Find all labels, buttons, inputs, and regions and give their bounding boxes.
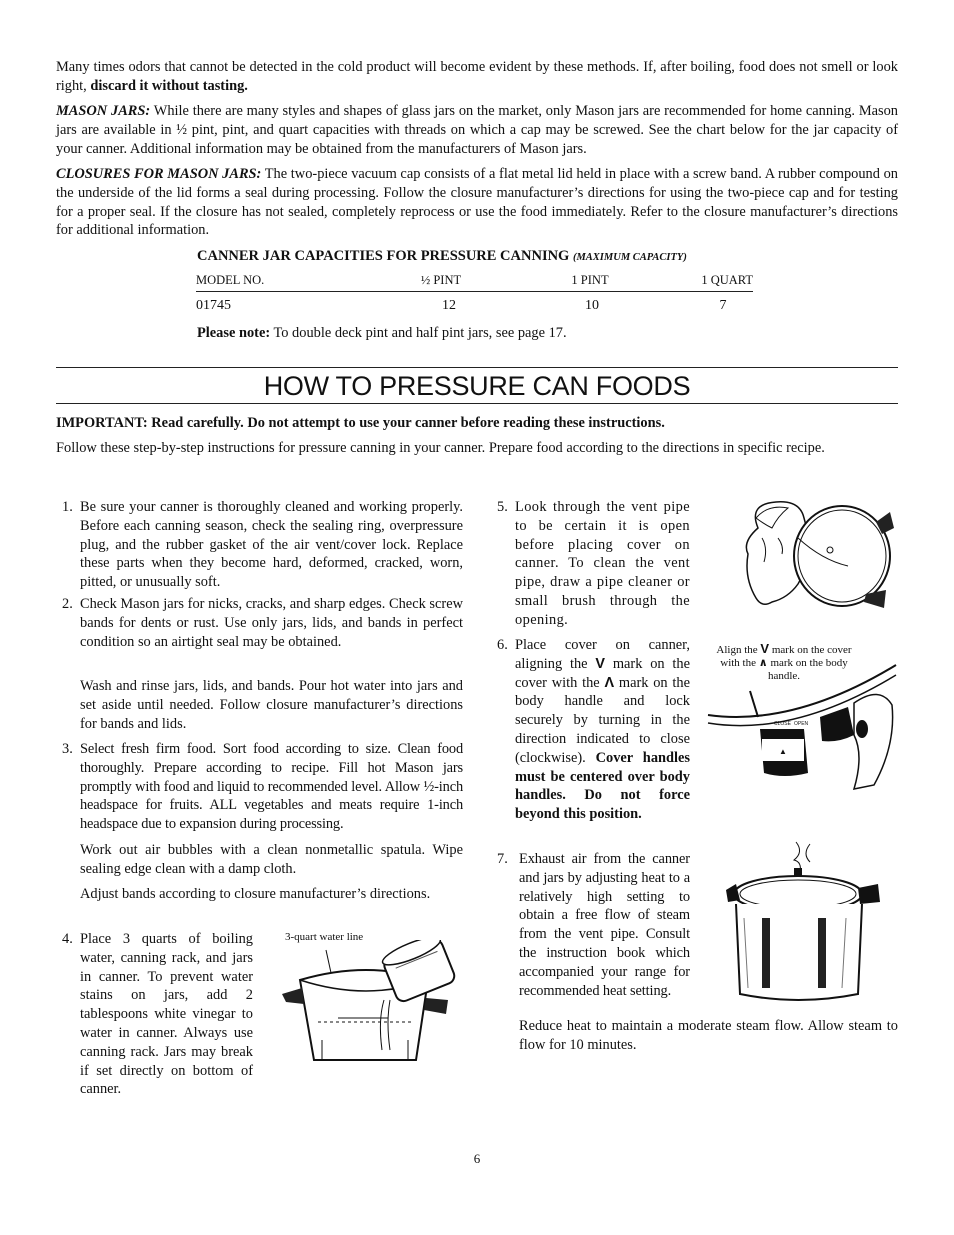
v-mark: V — [595, 655, 605, 672]
align-v-mark: V — [760, 641, 770, 656]
step-number: 1. — [62, 499, 73, 515]
mason-jars-heading: MASON JARS: — [56, 103, 151, 119]
table-title-note: (MAXIMUM CAPACITY) — [572, 252, 687, 263]
vent-inspection-illustration — [738, 498, 898, 622]
table-cell-model: 01745 — [196, 298, 231, 313]
mason-jars-paragraph — [56, 102, 898, 158]
step-number: 5. — [497, 499, 508, 515]
table-note-label: Please note: — [197, 325, 271, 341]
svg-text:OPEN: OPEN — [794, 721, 809, 727]
step-7-text-b: Reduce heat to maintain a moderate steam flow. Allow steam to flow for 10 minutes. — [519, 1018, 898, 1053]
step-number: 2. — [62, 596, 73, 612]
step-2-text: Check Mason jars for nicks, cracks, and sharp edges. Check screw bands for dents or rust. Use only jars, lids, and bands in perfect condition so an airtight seal may be obtained. — [80, 596, 463, 650]
svg-text:▲: ▲ — [779, 747, 787, 756]
table-title-text: CANNER JAR CAPACITIES FOR PRESSURE CANNING — [197, 248, 570, 264]
step-3-text-c: Adjust bands according to closure manufacturer’s directions. — [80, 886, 431, 902]
table-divider — [196, 291, 753, 292]
cover-alignment-illustration — [704, 655, 898, 795]
align-caption-b: mark on the cover with the — [720, 644, 852, 669]
step-6-text — [515, 636, 690, 824]
step-6-bold-warning: Cover handles must be centered over body handles. Do not force beyond this position. — [515, 749, 691, 823]
table-header-model: MODEL NO. — [196, 273, 265, 287]
step-5-text: Look through the vent pipe to be certain it is open before placing cover on canner. To clean the vent pipe, draw a pipe cleaner or small brush through the opening. — [515, 499, 690, 628]
intro-bold-warning: discard it without tasting. — [90, 77, 248, 94]
align-caption-c: mark on the body handle. — [767, 657, 848, 682]
table-row: 01745 12 10 7 — [196, 297, 753, 319]
step-number: 4. — [62, 931, 73, 947]
canner-filling-illustration — [278, 940, 464, 1066]
step-6-text-b: mark on the cover with the — [515, 655, 690, 691]
table-header-row: MODEL NO. ½ PINT 1 PINT 1 QUART — [196, 271, 753, 291]
follow-instructions: Follow these step-by-step instructions for pressure canning in your canner. Prepare food according to the directions in specific recipe. — [56, 440, 825, 456]
section-title: HOW TO PRESSURE CAN FOODS — [263, 371, 691, 401]
align-caption-a: Align the — [716, 644, 761, 656]
step-6-text-c: mark on the body handle and lock securely by turning in the direction indicated to close (clockwise). — [515, 674, 690, 766]
align-caret-mark: ∧ — [758, 657, 768, 669]
step-1-text: Be sure your canner is thoroughly cleaned and working properly. Before each canning season, check the sealing ring, overpressure plug, and the rubber gasket of the air vent/cover lock. Replace these parts when they become hard, deformed, cracked, worn, pitted, or unusually soft. — [80, 499, 463, 591]
important-notice: IMPORTANT: Read carefully. Do not attempt to use your canner before reading these instructions. — [56, 415, 665, 431]
intro-text: Many times odors that cannot be detected in the cold product will become evident by these methods. If, after boiling, food does not smell or look right, — [56, 59, 898, 94]
step-3-text: Select fresh firm food. Sort food according to size. Clean food thoroughly. Prepare according to recipe. Fill hot Mason jars promptly with food and liquid to recommended level. Allow ½-inch headspace for fruits. ALL vegetables and meats require 1-inch headspace due to expansion during processing. — [80, 741, 463, 833]
step-number: 7. — [497, 851, 508, 867]
step-6-text-a: Place cover on canner, aligning the — [515, 637, 690, 672]
table-title — [197, 247, 757, 268]
step-3-text-b: Work out air bubbles with a clean nonmetallic spatula. Wipe sealing edge clean with a damp cloth. — [80, 842, 463, 877]
capacity-table — [196, 271, 753, 319]
water-line-label: 3-quart water line — [285, 931, 364, 943]
closures-heading: CLOSURES FOR MASON JARS: — [56, 166, 262, 182]
table-note — [197, 324, 757, 343]
svg-text:CLOSE: CLOSE — [774, 721, 791, 727]
step-number: 6. — [497, 637, 508, 653]
page-number: 6 — [473, 1151, 481, 1166]
section-rule-bottom — [56, 403, 898, 404]
closures-paragraph — [56, 165, 898, 240]
mason-jars-text: While there are many styles and shapes of glass jars on the market, only Mason jars are recommended for home canning. Mason jars are available in ½ pint, pint, and quart capacities with threads on which a cap may be screwed. See the chart below for the jar capacity of your canner. Additional information may be obtained from the manufacturers of Mason jars. — [56, 103, 898, 157]
steaming-canner-illustration — [722, 838, 898, 1002]
step-number: 3. — [62, 741, 73, 757]
table-header-quart: 1 QUART — [701, 273, 753, 287]
section-rule-top — [56, 367, 898, 368]
table-note-text: To double deck pint and half pint jars, see page 17. — [270, 325, 567, 341]
step-4-text: Place 3 quarts of boiling water, canning rack, and jars in canner. To prevent water stains on jars, add 2 tablespoons white vinegar to water in canner. Always use canning rack. Jars may break if set directly on bottom of canner. — [80, 931, 253, 1098]
step-7-text: Exhaust air from the canner and jars by adjusting heat to a relatively high setting to obtain a free flow of steam from the vent pipe. Consult the instruction book which accompanied your range for recommended heat setting. — [519, 851, 690, 999]
closures-text: The two-piece vacuum cap consists of a flat metal lid held in place with a screw band. A rubber compound on the underside of the lid forms a seal during processing. Follow the closure manufacturer’s directions for using the two-piece cap and for testing for a proper seal. If the closure has not sealed, completely reprocess or use the food immediately. Refer to the closure manufacturer’s directions for additional information. — [56, 166, 898, 239]
intro-paragraph-odors — [56, 58, 898, 96]
caret-mark: Λ — [604, 674, 615, 691]
step-2-text-b: Wash and rinse jars, lids, and bands. Pour hot water into jars and set aside until needed. Follow closure manufacturer’s directions for bands and lids. — [80, 678, 463, 732]
